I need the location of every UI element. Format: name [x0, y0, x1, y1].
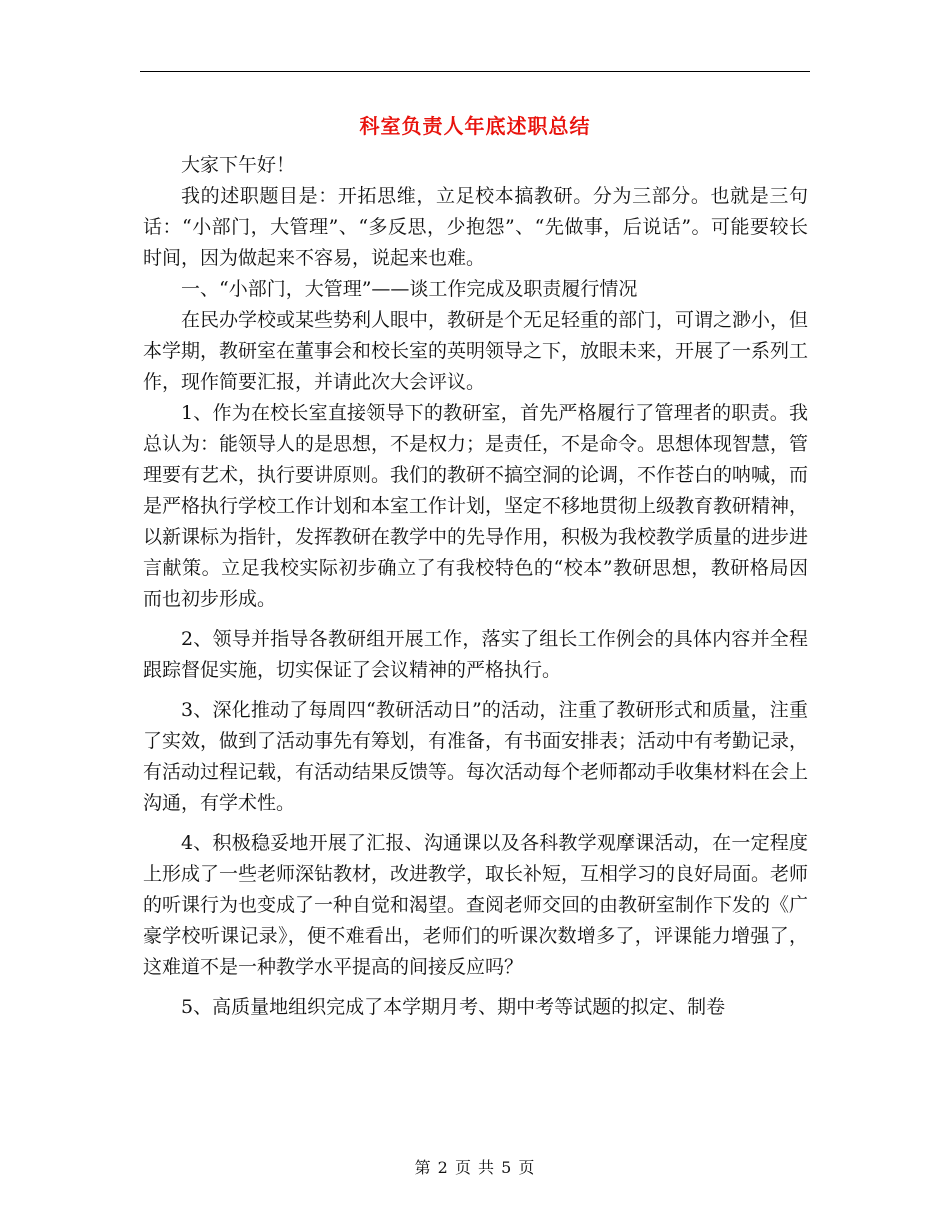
paragraph-item-1: 1、作为在校长室直接领导下的教研室，首先严格履行了管理者的职责。我总认为：能领导人的是思想，不是权力；是责任，不是命令。思想体现智慧，管理要有艺术，执行要讲原则。我们的教研不搞空洞的论调，不作苍白的呐喊，而是严格执行学校工作计划和本室工作计划，坚定不移地贯彻上级教育教研精神，以新课标为指针，发挥教研在教学中的先导作用，积极为我校教学质量的进步进言献策。立足我校实际初步确立了有我校特色的“校本”教研思想，教研格局因而也初步形成。 — [143, 402, 809, 610]
paragraph-item-3: 3、深化推动了每周四“教研活动日”的活动，注重了教研形式和质量，注重了实效，做到了活动事先有筹划，有准备，有书面安排表；活动中有考勤记录，有活动过程记载，有活动结果反馈等。每次活动每个老师都动手收集材料在会上沟通，有学术性。 — [143, 699, 809, 814]
paragraph-item-5: 5、高质量地组织完成了本学期月考、期中考等试题的拟定、制卷 — [181, 996, 726, 1018]
paragraph-item-4: 4、积极稳妥地开展了汇报、沟通课以及各科教学观摩课活动，在一定程度上形成了一些老师深钻教材，改进教学，取长补短，互相学习的良好局面。老师的听课行为也变成了一种自觉和渴望。查阅老师交回的由教研室制作下发的《广豪学校听课记录》，便不难看出，老师们的听课次数增多了，评课能力增强了，这难道不是一种教学水平提高的间接反应吗？ — [143, 832, 809, 978]
paragraph-greeting: 大家下午好！ — [181, 154, 296, 176]
section-heading-1: 一、“小部门，大管理”——谈工作完成及职责履行情况 — [181, 278, 638, 300]
paragraph-item-2: 2、领导并指导各教研组开展工作，落实了组长工作例会的具体内容并全程跟踪督促实施，切实保证了会议精神的严格执行。 — [143, 628, 808, 681]
document-body — [143, 150, 808, 1023]
page-number: 第 2 页 共 5 页 — [414, 1158, 536, 1177]
paragraph-section-1-intro: 在民办学校或某些势利人眼中，教研是个无足轻重的部门，可谓之渺小，但本学期，教研室在董事会和校长室的英明领导之下，放眼未来，开展了一系列工作，现作简要汇报，并请此次大会评议。 — [143, 309, 809, 393]
header-rule — [140, 71, 810, 72]
document-title: 科室负责人年底述职总结 — [359, 114, 591, 138]
paragraph-intro: 我的述职题目是：开拓思维，立足校本搞教研。分为三部分。也就是三句话：“小部门，大管理”、“多反思，少抱怨”、“先做事，后说话”。可能要较长时间，因为做起来不容易，说起来也难。 — [143, 185, 808, 269]
